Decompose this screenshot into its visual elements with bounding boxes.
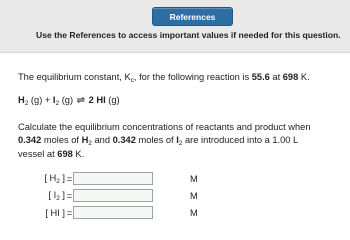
equilibrium-statement: The equilibrium constant, $K_c$, for the following reaction is 55.6 at 698 K. xyxy=(18,72,310,84)
unit-label: M xyxy=(190,207,198,218)
answer-row-h2: [ $H_2$ ] = M xyxy=(17,171,198,186)
references-button[interactable]: References xyxy=(152,7,233,26)
calc-instruction-line3: vessel at 698 K. xyxy=(18,149,85,159)
answer-label-h2: [ $H_2$ ] xyxy=(44,172,65,185)
answer-row-i2: [ $I_2$ ] = M xyxy=(17,188,198,203)
calc-instruction-line2: 0.342 moles of $H_2$ and 0.342 moles of $I_2$ are introduced into a 1.00 L xyxy=(18,135,299,147)
reaction-equation: $H_2$ $(g) + I_2$ (g) ⇌ 2 HI (g) xyxy=(18,95,120,107)
answer-label-i2: [ $I_2$ ] xyxy=(48,189,65,202)
answer-label-hi: [ HI ] xyxy=(45,207,65,218)
unit-label: M xyxy=(190,173,198,184)
answer-row-hi: [ HI ] = M xyxy=(17,205,198,220)
references-bar xyxy=(0,0,350,53)
equilibrium-arrow-icon: ⇌ xyxy=(76,95,86,106)
references-note: Use the References to access important values if needed for this question. xyxy=(36,30,341,40)
calc-instruction-line1: Calculate the equilibrium concentrations of reactants and product when xyxy=(18,122,311,132)
h2-concentration-input[interactable] xyxy=(73,172,153,185)
i2-concentration-input[interactable] xyxy=(73,189,153,202)
unit-label: M xyxy=(190,190,198,201)
hi-concentration-input[interactable] xyxy=(73,206,153,219)
